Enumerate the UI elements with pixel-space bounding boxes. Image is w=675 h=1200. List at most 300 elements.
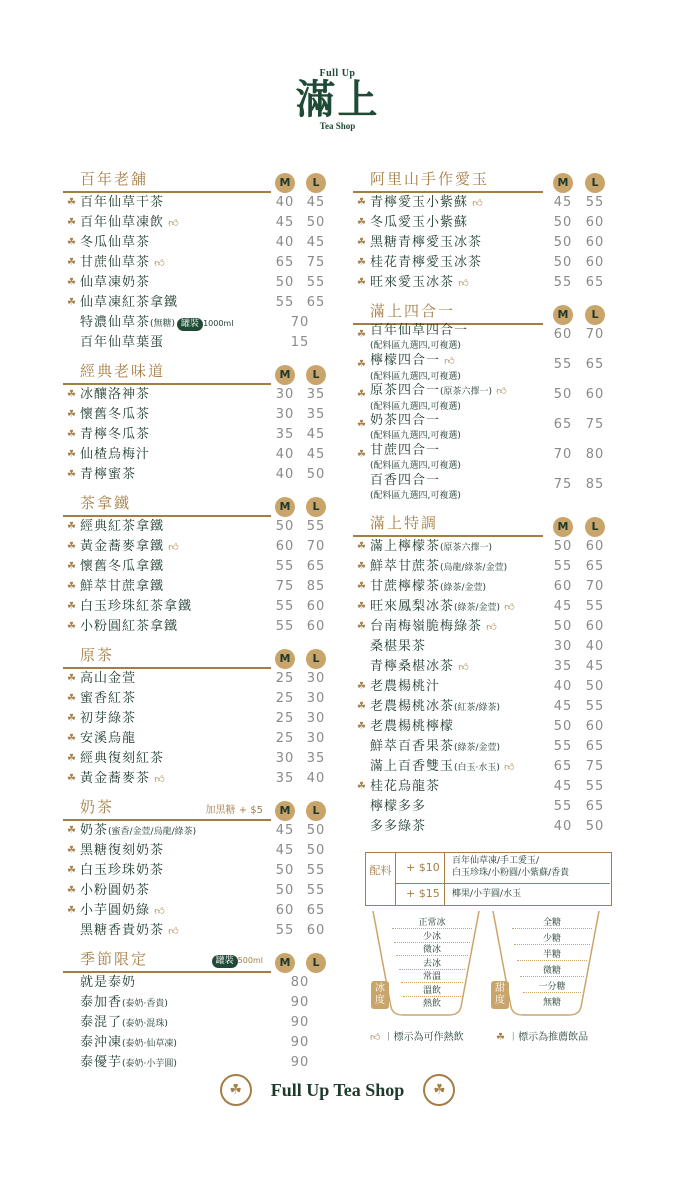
price-m: 50	[553, 619, 573, 634]
menu-item	[63, 1013, 335, 1033]
menu-item	[63, 669, 335, 689]
leaf-icon: ☘	[67, 257, 77, 268]
item-label	[80, 333, 164, 353]
item-name: 百年仙草凍飲	[80, 215, 165, 230]
leaf-icon: ☘	[357, 197, 367, 208]
item-detail: (原茶六擇一)	[440, 387, 493, 397]
section-header	[63, 798, 335, 821]
volume: 1000ml	[203, 319, 234, 328]
leaf-icon: ☘	[67, 713, 77, 724]
leaf-icon: ☘	[357, 561, 367, 572]
item-label	[370, 737, 500, 758]
menu-item	[353, 537, 610, 557]
leaf-icon: ☘	[357, 541, 367, 552]
menu-item	[63, 537, 335, 557]
price-l: 65	[585, 559, 605, 574]
price-m: 60	[553, 327, 573, 342]
menu-item	[63, 689, 335, 709]
item-name: 初芽綠茶	[80, 711, 137, 726]
addon-items: 百年仙草凍/手工愛玉/	[452, 856, 540, 866]
size-m-badge: M	[275, 365, 295, 385]
section-note: 加黑糖 + $5	[205, 805, 263, 816]
addon-title: 配料	[366, 853, 396, 905]
price-m: 50	[275, 519, 295, 534]
section-title: 奶茶	[80, 798, 115, 816]
size-l-badge: L	[585, 173, 605, 193]
menu-item	[63, 841, 335, 861]
price-l: 85	[585, 477, 605, 492]
item-name: 老農楊桃冰茶	[370, 699, 455, 714]
item-name: 黃金蕎麥拿鐵	[80, 539, 165, 554]
menu-item	[63, 709, 335, 729]
level-label: 常溫	[401, 969, 463, 983]
menu-item	[63, 821, 335, 841]
item-label	[80, 881, 150, 901]
sugar-cup-title: 甜度	[491, 981, 509, 1009]
addon-price: + $15	[406, 887, 440, 900]
item-name: 泰優芋	[80, 1055, 123, 1070]
item-name: 滿上百香雙玉	[370, 759, 455, 774]
item-label	[80, 233, 150, 253]
price-m: 35	[275, 771, 295, 786]
price-l: 60	[585, 255, 605, 270]
item-label	[80, 841, 164, 861]
price-l: 65	[306, 903, 326, 918]
item-name: 特濃仙草茶	[80, 315, 151, 330]
price-l: 75	[306, 255, 326, 270]
price-m: 45	[553, 699, 573, 714]
item-detail: (綠茶/金萱)	[454, 603, 501, 613]
price-m: 25	[275, 671, 295, 686]
thumbs-up-icon: 👍︎	[164, 218, 180, 229]
item-name: 冬瓜仙草茶	[80, 235, 151, 250]
item-detail: (泰奶·小芋圓)	[122, 1059, 177, 1069]
leaf-icon: ☘	[357, 601, 367, 612]
leaf-icon: ☘	[67, 449, 77, 460]
item-label	[370, 757, 516, 778]
price-l: 65	[585, 275, 605, 290]
menu-item	[353, 557, 610, 577]
emblem-icon: ☘	[220, 1074, 252, 1106]
price-l: 60	[585, 235, 605, 250]
item-name: 奶茶四合一	[370, 413, 441, 428]
section-header	[63, 494, 335, 517]
item-name: 桑椹果茶	[370, 639, 427, 654]
leaf-icon: ☘	[67, 733, 77, 744]
item-name: 黃金蕎麥茶	[80, 771, 151, 786]
price-l: 30	[306, 691, 326, 706]
leaf-icon: ☘	[357, 419, 367, 430]
size-m-badge: M	[553, 517, 573, 537]
item-label	[80, 1053, 177, 1074]
price-l: 65	[585, 357, 605, 372]
menu-column-right	[353, 170, 610, 837]
item-name: 多多綠茶	[370, 819, 427, 834]
menu-item	[63, 405, 335, 425]
item-name: 青檸桑椹冰茶	[370, 659, 455, 674]
price-m: 55	[275, 599, 295, 614]
item-name: 小粉圓奶茶	[80, 883, 151, 898]
item-label	[80, 385, 150, 405]
item-label	[370, 797, 426, 817]
item-label	[370, 577, 486, 598]
price-l: 50	[306, 215, 326, 230]
price-m: 30	[553, 639, 573, 654]
size-l-badge: L	[306, 365, 326, 385]
menu-item	[63, 517, 335, 537]
section-title: 滿上四合一	[370, 302, 456, 320]
menu-item	[353, 737, 610, 757]
leaf-icon: ☘	[357, 781, 367, 792]
size-m-badge: M	[275, 497, 295, 517]
can-tag: 罐裝	[212, 955, 238, 968]
level-label: 半糖	[517, 947, 587, 961]
price-l: 75	[585, 417, 605, 432]
price-l: 50	[306, 843, 326, 858]
price-l: 70	[585, 327, 605, 342]
price-l: 60	[306, 619, 326, 634]
item-label	[80, 709, 136, 729]
price-m: 55	[275, 559, 295, 574]
price-m: 50	[553, 387, 573, 402]
leaf-icon: ☘	[67, 521, 77, 532]
item-name: 旺來愛玉冰茶	[370, 275, 455, 290]
item-label	[80, 729, 136, 749]
leaf-icon: ☘	[67, 389, 77, 400]
item-name: 青檸蜜茶	[80, 467, 137, 482]
volume: 500ml	[237, 956, 263, 965]
item-label	[370, 697, 500, 718]
item-name: 小芋圓奶綠	[80, 903, 151, 918]
item-name: 滿上檸檬茶	[370, 539, 441, 554]
leaf-icon: ☘	[357, 621, 367, 632]
item-name: 鮮萃甘蔗茶	[370, 559, 441, 574]
leaf-icon: ☘	[67, 693, 77, 704]
size-l-badge: L	[585, 305, 605, 325]
thumbs-up-icon: 👍︎	[454, 278, 470, 289]
price-m: 65	[275, 255, 295, 270]
item-name: 黑糖復刻奶茶	[80, 843, 165, 858]
menu-item	[353, 717, 610, 737]
item-label	[370, 717, 454, 737]
menu-item	[63, 273, 335, 293]
item-detail: (無糖)	[150, 319, 176, 329]
leaf-icon: ☘	[357, 237, 367, 248]
size-m-badge: M	[553, 305, 573, 325]
menu-item	[63, 425, 335, 445]
leaf-icon: ☘	[67, 885, 77, 896]
price-m: 50	[553, 539, 573, 554]
logo	[0, 68, 675, 131]
item-name: 甘蔗四合一	[370, 443, 441, 458]
thumbs-up-icon: 👍︎	[150, 774, 166, 785]
price-l: 45	[306, 195, 326, 210]
leaf-icon: ☘	[67, 409, 77, 420]
price-l: 70	[585, 579, 605, 594]
item-label	[370, 471, 461, 502]
item-name: 小粉圓紅茶拿鐵	[80, 619, 179, 634]
item-detail: (原茶六擇一)	[440, 543, 493, 553]
leaf-icon: ☘	[67, 297, 77, 308]
menu-item	[63, 881, 335, 901]
item-label	[370, 441, 461, 472]
leaf-icon: ☘	[67, 429, 77, 440]
level-label: 一分糖	[523, 979, 582, 993]
item-name: 百香四合一	[370, 473, 441, 488]
menu-item	[63, 385, 335, 405]
size-l-badge: L	[306, 649, 326, 669]
size-l-badge: L	[306, 173, 326, 193]
price-m: 65	[553, 759, 573, 774]
price-l: 40	[306, 771, 326, 786]
section-header	[63, 170, 335, 193]
leaf-icon: ☘	[357, 329, 367, 340]
item-label	[80, 425, 150, 445]
price-m: 50	[275, 275, 295, 290]
item-name: 仙草凍紅茶拿鐵	[80, 295, 179, 310]
section-title: 季節限定	[80, 950, 149, 968]
legend-hot	[370, 1028, 464, 1043]
menu-column-left	[63, 170, 335, 1073]
item-name: 黑糖香貴奶茶	[80, 923, 165, 938]
price-m: 60	[275, 539, 295, 554]
menu-item	[63, 293, 335, 313]
logo-cn: 滿上	[295, 77, 380, 123]
item-label	[80, 901, 166, 922]
item-subnote: (配料區九選四,可複選)	[370, 341, 461, 351]
section-title: 百年老舖	[80, 170, 149, 188]
item-name: 懷舊冬瓜茶	[80, 407, 151, 422]
item-name: 蜜香紅茶	[80, 691, 137, 706]
thumbs-up-icon: 👍︎	[500, 602, 516, 613]
menu-item	[63, 901, 335, 921]
price-l: 55	[585, 599, 605, 614]
item-label	[370, 381, 508, 413]
menu-item	[63, 617, 335, 637]
item-name: 泰加香	[80, 995, 123, 1010]
leaf-icon: ☘	[357, 257, 367, 268]
price-l: 60	[585, 719, 605, 734]
price-m: 45	[553, 195, 573, 210]
price-m: 70	[553, 447, 573, 462]
menu-item	[353, 697, 610, 717]
item-label	[370, 351, 461, 383]
price-l: 60	[306, 923, 326, 938]
price: 90	[290, 1015, 310, 1030]
leaf-icon: ☘	[67, 217, 77, 228]
price-l: 50	[306, 823, 326, 838]
price: 90	[290, 995, 310, 1010]
item-name: 白玉珍珠紅茶拿鐵	[80, 599, 193, 614]
item-label	[370, 817, 426, 837]
price-m: 65	[553, 417, 573, 432]
addon-row	[396, 883, 610, 905]
item-name: 安溪烏龍	[80, 731, 137, 746]
price-m: 40	[553, 679, 573, 694]
price-l: 55	[306, 275, 326, 290]
section-title: 滿上特調	[370, 514, 439, 532]
leaf-icon: ☘	[357, 277, 367, 288]
item-name: 青檸愛玉小紫蘇	[370, 195, 469, 210]
size-l-badge: L	[306, 801, 326, 821]
menu-item	[63, 1033, 335, 1053]
menu-item	[353, 637, 610, 657]
item-name: 百年仙草干茶	[80, 195, 165, 210]
thumbs-up-icon: 👍︎	[454, 662, 470, 673]
price-l: 80	[585, 447, 605, 462]
item-name: 冰釀洛神茶	[80, 387, 151, 402]
item-name: 就是泰奶	[80, 975, 137, 990]
leaf-icon: ☘	[67, 197, 77, 208]
item-label	[80, 769, 166, 790]
item-label	[370, 537, 492, 558]
leaf-icon: ☘	[67, 277, 77, 288]
price-l: 55	[585, 699, 605, 714]
size-m-badge: M	[275, 953, 295, 973]
item-label	[80, 597, 192, 617]
item-name: 冬瓜愛玉小紫蘇	[370, 215, 469, 230]
leaf-icon: ☘	[67, 825, 77, 836]
item-name: 黑糖青檸愛玉冰茶	[370, 235, 483, 250]
menu-item	[63, 993, 335, 1013]
price-m: 30	[275, 387, 295, 402]
item-label	[370, 557, 507, 578]
level-label: 微糖	[520, 963, 584, 977]
price-m: 55	[275, 295, 295, 310]
price-l: 30	[306, 671, 326, 686]
item-label	[80, 517, 164, 537]
item-name: 高山金萱	[80, 671, 137, 686]
menu-item	[63, 465, 335, 485]
addon-items: 白玉珍珠/小粉圓/小紫蘇/香貴	[452, 868, 570, 878]
price-m: 55	[553, 357, 573, 372]
item-detail: (白玉·水玉)	[454, 763, 500, 773]
price-l: 75	[585, 759, 605, 774]
thumbs-up-icon: 👍︎	[440, 356, 456, 367]
item-name: 百年仙草葉蛋	[80, 335, 165, 350]
price-l: 85	[306, 579, 326, 594]
price-m: 60	[553, 579, 573, 594]
level-label: 少糖	[514, 931, 589, 945]
price-m: 55	[553, 275, 573, 290]
menu-item	[63, 749, 335, 769]
item-label	[80, 313, 233, 334]
item-name: 百年仙草四合一	[370, 323, 469, 338]
menu-item	[63, 557, 335, 577]
section-title: 阿里山手作愛玉	[370, 170, 490, 188]
item-name: 老農楊桃檸檬	[370, 719, 455, 734]
menu-item	[63, 253, 335, 273]
item-subnote: (配料區九選四,可複選)	[370, 402, 461, 412]
thumbs-up-icon: 👍︎	[499, 762, 516, 773]
menu-item	[353, 617, 610, 637]
item-detail: (蜜香/金萱/烏龍/綠茶)	[108, 827, 197, 837]
price-m: 25	[275, 691, 295, 706]
thumbs-up-icon: 👍︎	[164, 542, 180, 553]
item-label	[80, 465, 136, 485]
price-m: 50	[553, 215, 573, 230]
price-m: 60	[275, 903, 295, 918]
item-label	[370, 597, 516, 618]
leaf-icon: ☘	[67, 865, 77, 876]
item-label	[370, 233, 482, 253]
legend-recommend-text: ︱標示為推薦飲品	[508, 1032, 589, 1043]
menu-item	[353, 233, 610, 253]
price-l: 50	[585, 819, 605, 834]
leaf-icon: ☘	[67, 581, 77, 592]
price-l: 50	[306, 467, 326, 482]
thumbs-up-icon: 👍︎	[468, 198, 484, 209]
item-label	[80, 993, 168, 1014]
level-label: 去冰	[399, 956, 466, 970]
menu-item	[353, 677, 610, 697]
price-l: 30	[306, 731, 326, 746]
price-l: 60	[585, 539, 605, 554]
item-name: 甘蔗仙草茶	[80, 255, 151, 270]
level-label: 溫飲	[403, 983, 461, 997]
price-m: 45	[275, 823, 295, 838]
price-m: 25	[275, 711, 295, 726]
menu-item	[353, 657, 610, 677]
ice-cup-title: 冰度	[371, 981, 389, 1009]
item-label	[80, 273, 150, 293]
price-l: 60	[585, 215, 605, 230]
menu-item	[63, 445, 335, 465]
item-label	[370, 637, 426, 657]
item-label	[80, 617, 178, 637]
item-name: 仙草凍奶茶	[80, 275, 151, 290]
section-header	[63, 950, 335, 973]
addon-table	[365, 852, 612, 906]
level-label: 無糖	[542, 998, 561, 1008]
size-m-badge: M	[553, 173, 573, 193]
menu-item	[63, 861, 335, 881]
price-m: 75	[553, 477, 573, 492]
item-label	[80, 861, 164, 881]
item-name: 旺來鳳梨冰茶	[370, 599, 455, 614]
leaf-icon: ☘	[357, 217, 367, 228]
logo-en-sub: Tea Shop	[319, 121, 356, 131]
leaf-icon: ☘	[357, 449, 367, 460]
footer-text: Full Up Tea Shop	[270, 1079, 405, 1100]
leaf-icon: ☘	[67, 753, 77, 764]
menu-item	[63, 729, 335, 749]
price-l: 65	[306, 295, 326, 310]
price-l: 45	[306, 427, 326, 442]
item-label	[80, 749, 164, 769]
thumbs-up-icon: 👍︎	[150, 258, 166, 269]
item-subnote: (配料區九選四,可複選)	[370, 431, 461, 441]
leaf-icon: ☘	[67, 905, 77, 916]
item-name: 甘蔗檸檬茶	[370, 579, 441, 594]
menu-item	[353, 213, 610, 233]
price-m: 25	[275, 731, 295, 746]
size-m-badge: M	[275, 173, 295, 193]
price-m: 55	[553, 739, 573, 754]
price-l: 45	[306, 447, 326, 462]
menu-item	[63, 333, 335, 353]
item-label	[370, 677, 440, 697]
price: 80	[290, 975, 310, 990]
menu-item	[353, 757, 610, 777]
size-l-badge: L	[306, 953, 326, 973]
price-m: 55	[275, 923, 295, 938]
item-name: 老農楊桃汁	[370, 679, 441, 694]
item-label	[80, 213, 180, 234]
menu-item	[63, 193, 335, 213]
item-label	[80, 973, 136, 993]
menu-item	[353, 597, 610, 617]
